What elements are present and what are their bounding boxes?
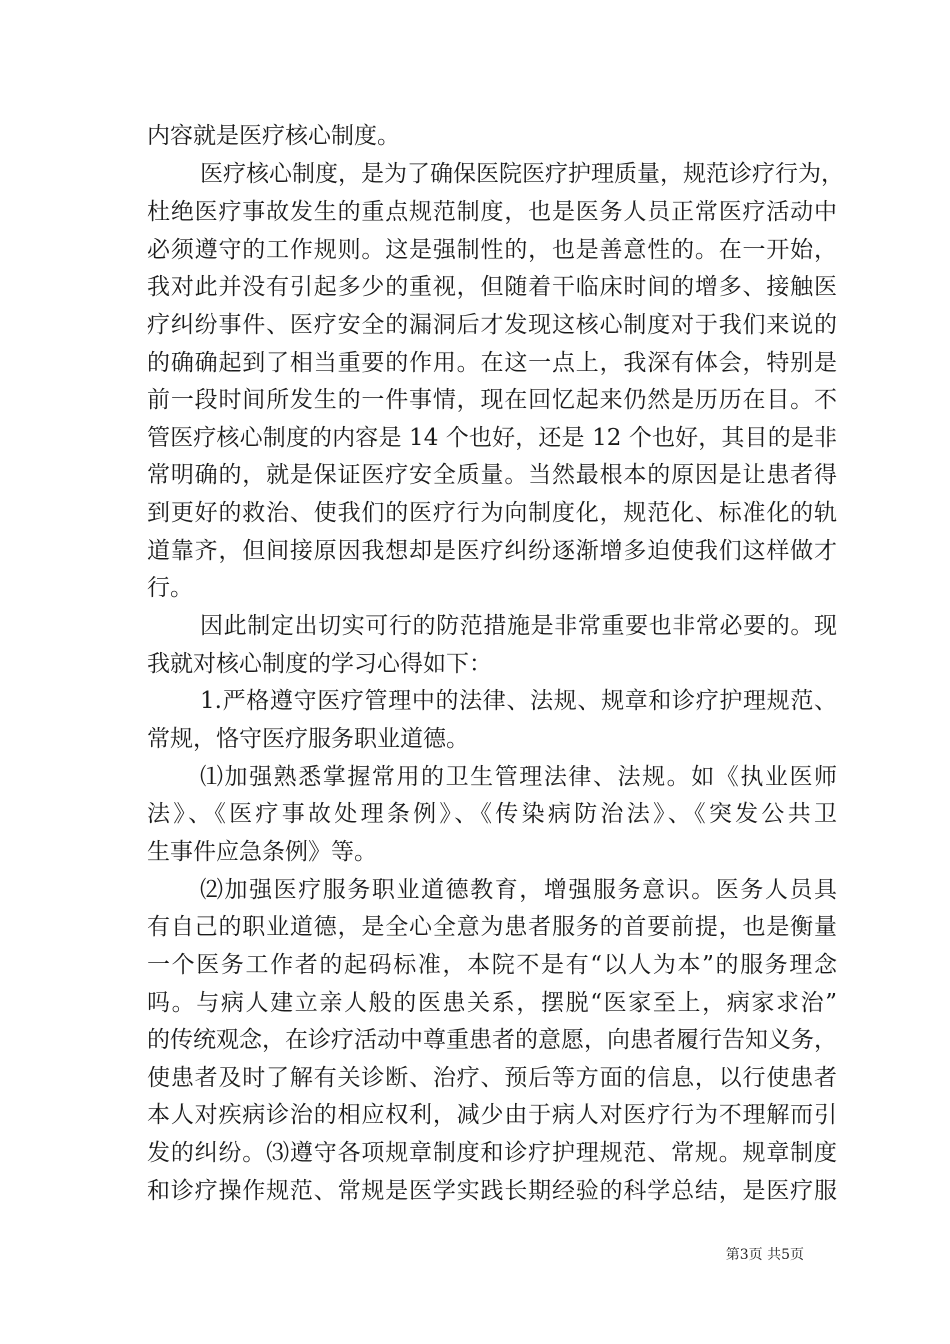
text-line: 杜绝医疗事故发生的重点规范制度，也是医务人员正常医疗活动中 bbox=[147, 199, 837, 225]
text-line: 生事件应急条例》等。 bbox=[147, 839, 377, 865]
text-line: 有自己的职业道德，是全心全意为患者服务的首要前提，也是衡量 bbox=[147, 914, 837, 940]
text-line: 法》、《医疗事故处理条例》、《传染病防治法》、《突发公共卫 bbox=[147, 801, 837, 827]
text-line: 道靠齐，但间接原因我想却是医疗纠纷逐渐增多迫使我们这样做才 bbox=[147, 538, 837, 564]
text-line: 发的纠纷。⑶遵守各项规章制度和诊疗护理规范、常规。规章制度 bbox=[147, 1140, 837, 1166]
text-line: ⑵加强医疗服务职业道德教育，增强服务意识。医务人员具 bbox=[200, 877, 837, 903]
text-line: 因此制定出切实可行的防范措施是非常重要也非常必要的。现 bbox=[200, 613, 837, 639]
text-line: 必须遵守的工作规则。这是强制性的，也是善意性的。在一开始， bbox=[147, 237, 837, 263]
text-line: 1.严格遵守医疗管理中的法律、法规、规章和诊疗护理规范、 bbox=[200, 688, 837, 714]
text-line: 疗纠纷事件、医疗安全的漏洞后才发现这核心制度对于我们来说的 bbox=[147, 312, 837, 338]
text-line: 吗。与病人建立亲人般的医患关系，摆脱“医家至上，病家求治” bbox=[147, 990, 837, 1016]
text-line: 本人对疾病诊治的相应权利，减少由于病人对医疗行为不理解而引 bbox=[147, 1102, 837, 1128]
text-line: 一个医务工作者的起码标准，本院不是有“以人为本”的服务理念 bbox=[147, 952, 837, 978]
text-line: 的传统观念，在诊疗活动中尊重患者的意愿，向患者履行告知义务， bbox=[147, 1027, 837, 1053]
text-line: 常明确的，就是保证医疗安全质量。当然最根本的原因是让患者得 bbox=[147, 462, 837, 488]
text-line: 前一段时间所发生的一件事情，现在回忆起来仍然是历历在目。不 bbox=[147, 387, 837, 413]
text-line: 使患者及时了解有关诊断、治疗、预后等方面的信息，以行使患者 bbox=[147, 1065, 837, 1091]
text-line: 的确确起到了相当重要的作用。在这一点上，我深有体会，特别是 bbox=[147, 350, 837, 376]
page-number: 第3页 共5页 bbox=[725, 1247, 804, 1263]
text-line: 医疗核心制度，是为了确保医院医疗护理质量，规范诊疗行为， bbox=[200, 161, 844, 187]
text-line: 内容就是医疗核心制度。 bbox=[147, 123, 400, 149]
text-line: 管医疗核心制度的内容是 14 个也好，还是 12 个也好，其目的是非 bbox=[147, 425, 837, 451]
text-line: 我就对核心制度的学习心得如下： bbox=[147, 651, 492, 677]
text-line: 和诊疗操作规范、常规是医学实践长期经验的科学总结，是医疗服 bbox=[147, 1178, 837, 1204]
text-line: ⑴加强熟悉掌握常用的卫生管理法律、法规。如《执业医师 bbox=[200, 764, 837, 790]
text-line: 我对此并没有引起多少的重视，但随着干临床时间的增多、接触医 bbox=[147, 274, 837, 300]
text-line: 常规，恪守医疗服务职业道德。 bbox=[147, 726, 469, 752]
text-line: 到更好的救治、使我们的医疗行为向制度化，规范化、标准化的轨 bbox=[147, 500, 837, 526]
text-line: 行。 bbox=[147, 575, 193, 601]
